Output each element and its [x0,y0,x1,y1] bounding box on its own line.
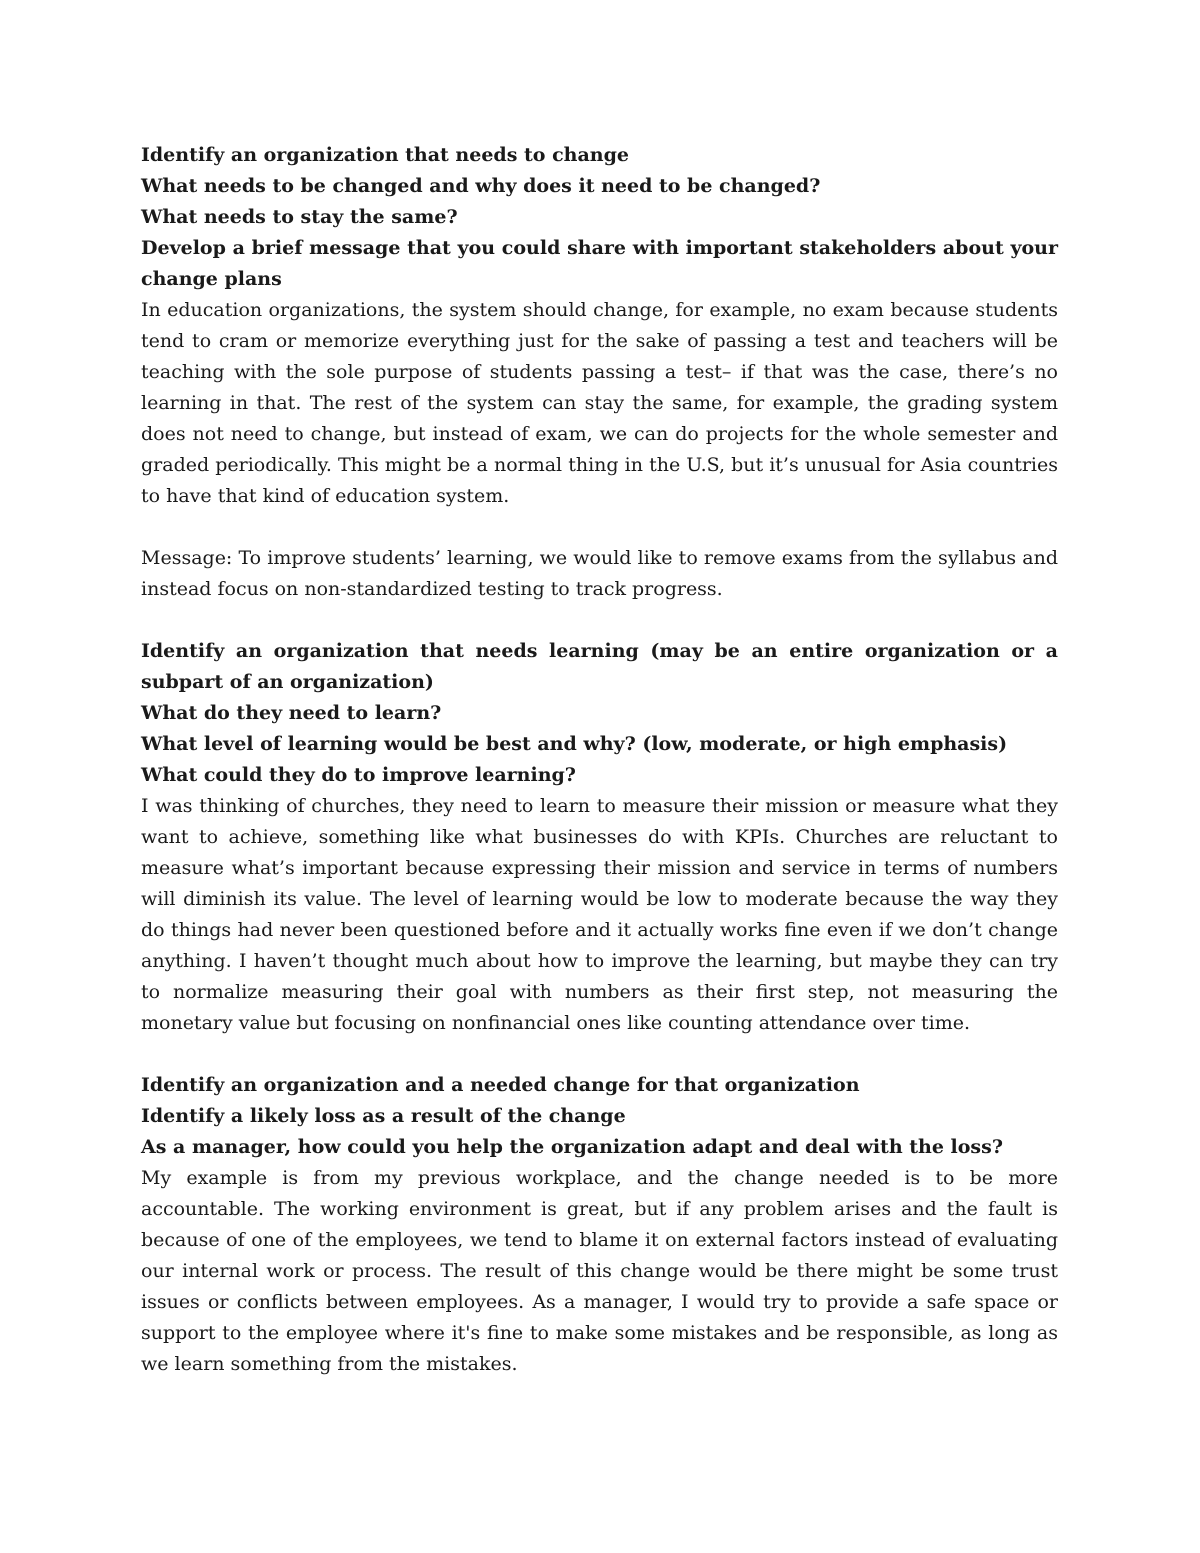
prompt-3: What needs to stay the same? [141,206,458,228]
answer-paragraph: In education organizations, the system should change, for example, no exam because students tend to cram or memorize everything just for the sake of passing a test and teachers will be teaching with the sole purpose of students passing a test– if that was the case, there’s no learning in that. The rest of the system can stay the same, for example, the grading system does not need to change, but instead of exam, we can do projects for the whole semester and graded periodically. This might be a normal thing in the U.S, but it’s unusual for Asia countries to have that kind of education system. [141,299,1058,507]
answer-paragraph: I was thinking of churches, they need to learn to measure their mission or measure what they want to achieve, something like what businesses do with KPIs. Churches are reluctant to measure what’s important because expressing their mission and service in terms of numbers will diminish its value. The level of learning would be low to moderate because the way they do things had never been questioned before and it actually works fine even if we don’t change anything. I haven’t thought much about how to improve the learning, but maybe they can try to normalize measuring their goal with numbers as their first step, not measuring the monetary value but focusing on nonfinancial ones like counting attendance over time. [141,795,1058,1034]
section-learning [141,636,1058,1039]
prompt-2: What needs to be changed and why does it need to be changed? [141,175,821,197]
prompt-1: Identify an organization and a needed change for that organization [141,1074,860,1096]
message-paragraph: Message: To improve students’ learning, we would like to remove exams from the syllabus and instead focus on non-standardized testing to track progress. [141,547,1058,600]
document-page [141,140,1058,1380]
answer-paragraph: My example is from my previous workplace, and the change needed is to be more accountable. The working environment is great, but if any problem arises and the fault is because of one of the employees, we tend to blame it on external factors instead of evaluating our internal work or process. The result of this change would be there might be some trust issues or conflicts between employees. As a manager, I would try to provide a safe space or support to the employee where it's fine to make some mistakes and be responsible, as long as we learn something from the mistakes. [141,1167,1058,1375]
prompt-2: What do they need to learn? [141,702,442,724]
prompt-4: What could they do to improve learning? [141,764,576,786]
prompt-1: Identify an organization that needs to change [141,144,629,166]
section-change [141,140,1058,605]
prompt-3: As a manager, how could you help the organization adapt and deal with the loss? [141,1136,1003,1158]
prompt-1: Identify an organization that needs learning (may be an entire organization or a subpart of an organization) [141,640,1058,693]
prompt-3: What level of learning would be best and why? (low, moderate, or high emphasis) [141,733,1008,755]
prompt-2: Identify a likely loss as a result of the change [141,1105,626,1127]
section-loss [141,1070,1058,1380]
prompt-4: Develop a brief message that you could share with important stakeholders about your change plans [141,237,1058,290]
